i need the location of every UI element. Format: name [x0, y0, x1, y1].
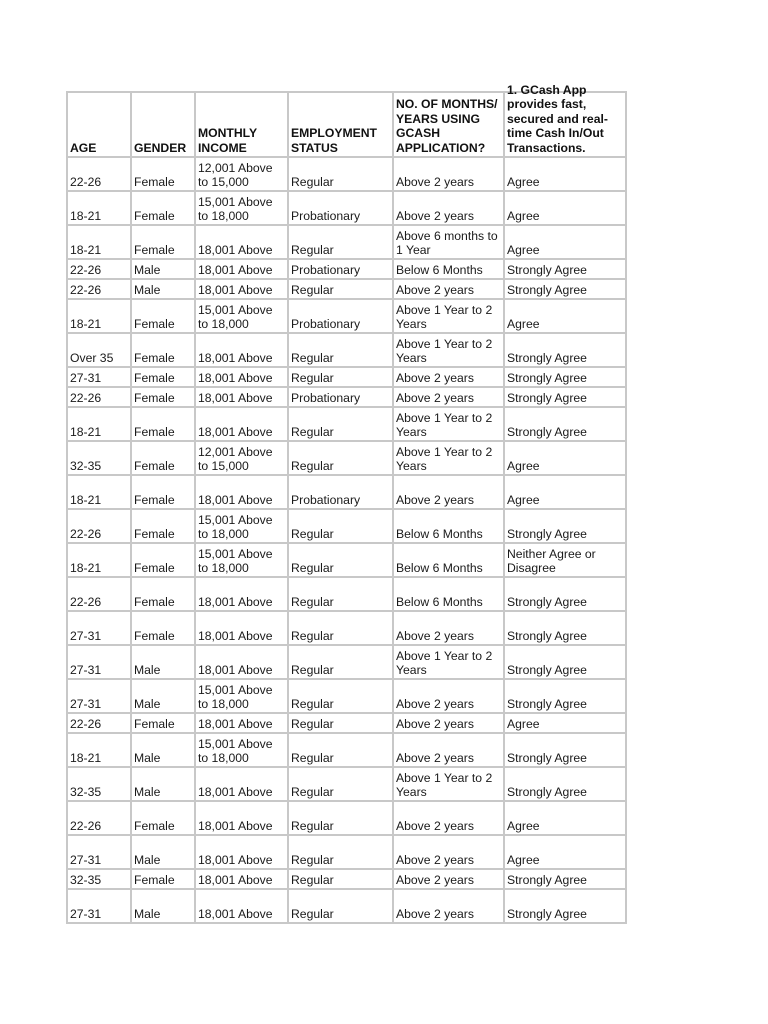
employment-cell: Probationary [288, 259, 393, 279]
age-cell: 22-26 [67, 801, 131, 835]
income-cell: 12,001 Above to 15,000 [195, 157, 288, 191]
duration-cell: Above 6 months to 1 Year [393, 225, 504, 259]
response-cell: Strongly Agree [504, 679, 626, 713]
gender-cell: Male [131, 889, 195, 923]
employment-cell: Regular [288, 611, 393, 645]
age-cell: 27-31 [67, 835, 131, 869]
gender-cell: Female [131, 191, 195, 225]
gender-cell: Male [131, 767, 195, 801]
age-cell: 27-31 [67, 889, 131, 923]
duration-cell: Above 1 Year to 2 Years [393, 645, 504, 679]
duration-cell: Above 2 years [393, 889, 504, 923]
table-row [67, 225, 626, 259]
duration-cell: Above 2 years [393, 835, 504, 869]
duration-cell: Above 2 years [393, 157, 504, 191]
table-row [67, 801, 626, 835]
gender-cell: Female [131, 475, 195, 509]
employment-cell: Regular [288, 733, 393, 767]
income-cell: 18,001 Above [195, 279, 288, 299]
income-cell: 15,001 Above to 18,000 [195, 733, 288, 767]
table-row [67, 767, 626, 801]
employment-cell: Probationary [288, 387, 393, 407]
response-cell: Strongly Agree [504, 333, 626, 367]
gender-cell: Female [131, 157, 195, 191]
response-cell: Agree [504, 835, 626, 869]
employment-cell: Probationary [288, 191, 393, 225]
table-row [67, 679, 626, 713]
employment-cell: Regular [288, 713, 393, 733]
response-cell: Agree [504, 801, 626, 835]
table-row [67, 279, 626, 299]
employment-cell: Regular [288, 279, 393, 299]
employment-cell: Regular [288, 577, 393, 611]
table-row [67, 157, 626, 191]
header-row [67, 92, 626, 157]
table-row [67, 611, 626, 645]
table-row [67, 475, 626, 509]
employment-cell: Regular [288, 407, 393, 441]
employment-cell: Probationary [288, 475, 393, 509]
gender-cell: Male [131, 279, 195, 299]
table-row [67, 543, 626, 577]
employment-cell: Regular [288, 509, 393, 543]
age-cell: 27-31 [67, 645, 131, 679]
table-row [67, 509, 626, 543]
gender-cell: Female [131, 387, 195, 407]
survey-table [66, 82, 627, 924]
employment-cell: Regular [288, 367, 393, 387]
response-cell: Agree [504, 191, 626, 225]
duration-cell: Above 1 Year to 2 Years [393, 767, 504, 801]
income-cell: 18,001 Above [195, 713, 288, 733]
income-cell: 15,001 Above to 18,000 [195, 543, 288, 577]
duration-cell: Above 2 years [393, 279, 504, 299]
employment-cell: Regular [288, 645, 393, 679]
income-cell: 18,001 Above [195, 767, 288, 801]
response-cell: Strongly Agree [504, 767, 626, 801]
income-cell: 18,001 Above [195, 259, 288, 279]
table-row [67, 713, 626, 733]
income-cell: 18,001 Above [195, 835, 288, 869]
gender-cell: Female [131, 333, 195, 367]
age-cell: 27-31 [67, 679, 131, 713]
age-cell: 18-21 [67, 407, 131, 441]
employment-cell: Regular [288, 679, 393, 713]
table-row [67, 367, 626, 387]
income-cell: 18,001 Above [195, 889, 288, 923]
gender-cell: Female [131, 543, 195, 577]
gender-cell: Female [131, 869, 195, 889]
employment-cell: Regular [288, 801, 393, 835]
response-cell: Strongly Agree [504, 407, 626, 441]
gender-cell: Female [131, 367, 195, 387]
response-cell: Agree [504, 225, 626, 259]
header-gcash-usage-duration: NO. OF MONTHS/ YEARS USING GCASH APPLICATION? [393, 92, 504, 157]
gender-cell: Female [131, 509, 195, 543]
duration-cell: Below 6 Months [393, 509, 504, 543]
gender-cell: Male [131, 259, 195, 279]
gender-cell: Female [131, 407, 195, 441]
gender-cell: Female [131, 225, 195, 259]
income-cell: 18,001 Above [195, 801, 288, 835]
response-cell: Agree [504, 713, 626, 733]
header-statement-1: 1. GCash App provides fast, secured and real-time Cash In/Out Transactions. [507, 82, 608, 155]
employment-cell: Regular [288, 835, 393, 869]
duration-cell: Below 6 Months [393, 543, 504, 577]
table-row [67, 577, 626, 611]
income-cell: 18,001 Above [195, 225, 288, 259]
age-cell: 18-21 [67, 225, 131, 259]
age-cell: 18-21 [67, 733, 131, 767]
age-cell: 32-35 [67, 441, 131, 475]
response-cell: Strongly Agree [504, 733, 626, 767]
gender-cell: Male [131, 645, 195, 679]
response-cell: Strongly Agree [504, 645, 626, 679]
employment-cell: Regular [288, 767, 393, 801]
age-cell: 32-35 [67, 869, 131, 889]
header-gender: GENDER [131, 92, 195, 157]
employment-cell: Regular [288, 543, 393, 577]
header-age: AGE [67, 92, 131, 157]
employment-cell: Regular [288, 869, 393, 889]
header-employment-status: EMPLOYMENT STATUS [288, 92, 393, 157]
age-cell: Over 35 [67, 333, 131, 367]
response-cell: Strongly Agree [504, 279, 626, 299]
response-cell: Strongly Agree [504, 259, 626, 279]
age-cell: 22-26 [67, 279, 131, 299]
age-cell: 18-21 [67, 299, 131, 333]
duration-cell: Above 1 Year to 2 Years [393, 333, 504, 367]
age-cell: 22-26 [67, 509, 131, 543]
employment-cell: Regular [288, 441, 393, 475]
table-row [67, 191, 626, 225]
employment-cell: Probationary [288, 299, 393, 333]
duration-cell: Above 2 years [393, 475, 504, 509]
income-cell: 18,001 Above [195, 475, 288, 509]
age-cell: 22-26 [67, 259, 131, 279]
age-cell: 27-31 [67, 367, 131, 387]
age-cell: 22-26 [67, 157, 131, 191]
income-cell: 18,001 Above [195, 367, 288, 387]
age-cell: 22-26 [67, 713, 131, 733]
income-cell: 18,001 Above [195, 869, 288, 889]
gender-cell: Male [131, 679, 195, 713]
table-row [67, 441, 626, 475]
response-cell: Neither Agree or Disagree [504, 543, 626, 577]
table-row [67, 259, 626, 279]
duration-cell: Above 1 Year to 2 Years [393, 299, 504, 333]
table-row [67, 835, 626, 869]
age-cell: 22-26 [67, 577, 131, 611]
table-row [67, 299, 626, 333]
response-cell: Strongly Agree [504, 869, 626, 889]
gender-cell: Female [131, 713, 195, 733]
age-cell: 18-21 [67, 543, 131, 577]
employment-cell: Regular [288, 157, 393, 191]
age-cell: 18-21 [67, 475, 131, 509]
response-cell: Strongly Agree [504, 611, 626, 645]
response-cell: Strongly Agree [504, 387, 626, 407]
table-row [67, 733, 626, 767]
gender-cell: Female [131, 299, 195, 333]
income-cell: 18,001 Above [195, 333, 288, 367]
gender-cell: Male [131, 733, 195, 767]
duration-cell: Below 6 Months [393, 259, 504, 279]
duration-cell: Above 2 years [393, 869, 504, 889]
income-cell: 15,001 Above to 18,000 [195, 509, 288, 543]
employment-cell: Regular [288, 333, 393, 367]
employment-cell: Regular [288, 889, 393, 923]
duration-cell: Above 2 years [393, 387, 504, 407]
table-row [67, 869, 626, 889]
duration-cell: Above 2 years [393, 733, 504, 767]
age-cell: 22-26 [67, 387, 131, 407]
gender-cell: Female [131, 611, 195, 645]
income-cell: 15,001 Above to 18,000 [195, 191, 288, 225]
table-row [67, 407, 626, 441]
response-cell: Agree [504, 475, 626, 509]
gender-cell: Female [131, 801, 195, 835]
table-row [67, 387, 626, 407]
table-body [67, 157, 626, 923]
gender-cell: Male [131, 835, 195, 869]
gender-cell: Female [131, 577, 195, 611]
duration-cell: Above 2 years [393, 801, 504, 835]
income-cell: 18,001 Above [195, 611, 288, 645]
response-cell: Strongly Agree [504, 509, 626, 543]
age-cell: 18-21 [67, 191, 131, 225]
duration-cell: Above 2 years [393, 713, 504, 733]
age-cell: 32-35 [67, 767, 131, 801]
response-cell: Strongly Agree [504, 889, 626, 923]
duration-cell: Above 2 years [393, 367, 504, 387]
income-cell: 18,001 Above [195, 407, 288, 441]
table-row [67, 333, 626, 367]
duration-cell: Above 2 years [393, 679, 504, 713]
duration-cell: Above 1 Year to 2 Years [393, 441, 504, 475]
response-cell: Agree [504, 441, 626, 475]
table-row [67, 889, 626, 923]
income-cell: 18,001 Above [195, 387, 288, 407]
income-cell: 15,001 Above to 18,000 [195, 679, 288, 713]
response-cell: Agree [504, 299, 626, 333]
header-monthly-income: MONTHLY INCOME [195, 92, 288, 157]
duration-cell: Below 6 Months [393, 577, 504, 611]
header-statement-cell [504, 82, 626, 157]
income-cell: 12,001 Above to 15,000 [195, 441, 288, 475]
age-cell: 27-31 [67, 611, 131, 645]
income-cell: 18,001 Above [195, 645, 288, 679]
table-row [67, 645, 626, 679]
employment-cell: Regular [288, 225, 393, 259]
gender-cell: Female [131, 441, 195, 475]
response-cell: Strongly Agree [504, 577, 626, 611]
income-cell: 15,001 Above to 18,000 [195, 299, 288, 333]
response-cell: Strongly Agree [504, 367, 626, 387]
duration-cell: Above 2 years [393, 611, 504, 645]
duration-cell: Above 2 years [393, 191, 504, 225]
income-cell: 18,001 Above [195, 577, 288, 611]
duration-cell: Above 1 Year to 2 Years [393, 407, 504, 441]
response-cell: Agree [504, 157, 626, 191]
